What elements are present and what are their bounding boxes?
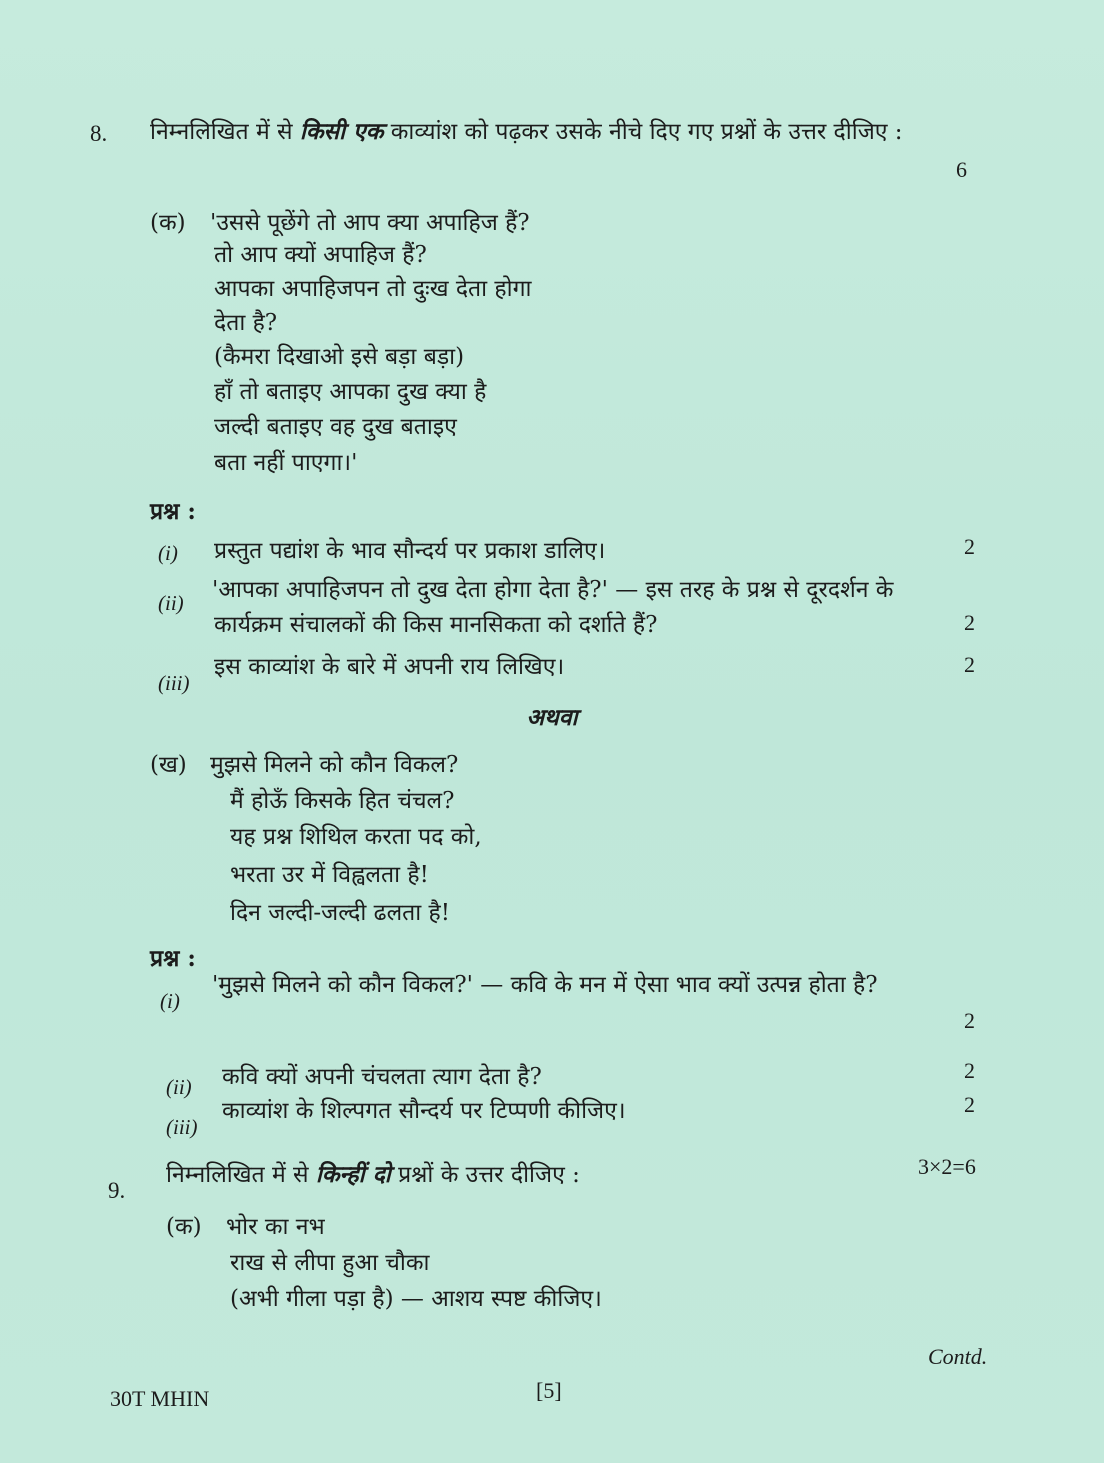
footer-paper-code: 30T MHIN — [110, 1386, 210, 1411]
q8b-i-marks: 2 — [964, 1008, 975, 1033]
q8b-line-1: मुझसे मिलने को कौन विकल? — [210, 752, 459, 778]
q8b-line-2: मैं होऊँ किसके हित चंचल? — [230, 788, 455, 814]
question-9-marks: 3×2=6 — [918, 1154, 976, 1179]
q8b-iii-marks: 2 — [964, 1092, 975, 1117]
or-divider: अथवा — [526, 704, 578, 731]
footer-contd: Contd. — [928, 1344, 988, 1369]
q9a-line-1: भोर का नभ — [226, 1214, 325, 1240]
q9-intro-after: प्रश्नों के उत्तर दीजिए : — [390, 1162, 580, 1188]
q8b-line-4: भरता उर में विह्वलता है! — [230, 862, 429, 888]
q8b-line-5: दिन जल्दी-जल्दी ढलता है! — [230, 900, 451, 926]
q8a-label: (क) — [150, 210, 186, 236]
q8b-i-num: (i) — [160, 989, 180, 1013]
q8a-line-8: बता नहीं पाएगा।' — [214, 450, 358, 476]
q8b-iii-num: (iii) — [166, 1115, 198, 1139]
question-8-number: 8. — [90, 121, 108, 146]
q9-intro-emphasis: किन्हीं दो — [315, 1161, 391, 1188]
q8a-i-num: (i) — [158, 541, 178, 565]
q8a-ii-text-2: कार्यक्रम संचालकों की किस मानसिकता को दर्शाते हैं? — [214, 612, 658, 638]
q8a-prashn-heading: प्रश्न : — [150, 498, 196, 525]
q8b-ii-marks: 2 — [964, 1058, 975, 1083]
q8b-iii-text: काव्यांश के शिल्पगत सौन्दर्य पर टिप्पणी कीजिए। — [222, 1098, 626, 1124]
question-9-number: 9. — [108, 1178, 126, 1203]
q9a-label: (क) — [166, 1214, 202, 1240]
q8-intro-after: काव्यांश को पढ़कर उसके नीचे दिए गए प्रश्नों के उत्तर दीजिए : — [383, 119, 903, 145]
q8a-line-6: हाँ तो बताइए आपका दुख क्या है — [214, 379, 487, 405]
q9a-line-3: (अभी गीला पड़ा है) — आशय स्पष्ट कीजिए। — [230, 1286, 602, 1312]
q8b-ii-text: कवि क्यों अपनी चंचलता त्याग देता है? — [222, 1064, 542, 1090]
q8b-i-text: 'मुझसे मिलने को कौन विकल?' — कवि के मन में ऐसा भाव क्यों उत्पन्न होता है? — [212, 972, 878, 998]
q8a-line-2: तो आप क्यों अपाहिज हैं? — [214, 242, 427, 268]
q9-intro-before: निम्नलिखित में से — [166, 1162, 316, 1188]
q8a-i-marks: 2 — [964, 534, 975, 559]
q8a-ii-num: (ii) — [158, 591, 184, 615]
q8a-ii-marks: 2 — [964, 610, 975, 635]
q8a-line-5: (कैमरा दिखाओ इसे बड़ा बड़ा) — [214, 344, 465, 370]
q8-intro-emphasis: किसी एक — [299, 118, 384, 145]
q8a-i-text: प्रस्तुत पद्यांश के भाव सौन्दर्य पर प्रकाश डालिए। — [214, 538, 606, 564]
question-8-intro — [150, 117, 903, 147]
q8a-line-4: देता है? — [214, 310, 278, 336]
q8a-iii-num: (iii) — [158, 671, 190, 695]
q8b-prashn-heading: प्रश्न : — [150, 945, 196, 972]
q8-intro-before: निम्नलिखित में से — [150, 119, 300, 145]
question-8-marks: 6 — [956, 157, 967, 182]
question-9-intro — [166, 1160, 580, 1190]
q9a-line-2: राख से लीपा हुआ चौका — [230, 1250, 430, 1276]
q8b-label: (ख) — [150, 752, 187, 778]
q8b-ii-num: (ii) — [166, 1075, 192, 1099]
q8a-iii-marks: 2 — [964, 652, 975, 677]
q8b-line-3: यह प्रश्न शिथिल करता पद को, — [230, 824, 482, 850]
q8a-line-3: आपका अपाहिजपन तो दुःख देता होगा — [214, 276, 532, 302]
q8a-ii-text: 'आपका अपाहिजपन तो दुख देता होगा देता है?' — इस तरह के प्रश्न से दूरदर्शन के — [212, 577, 894, 603]
q8a-line-7: जल्दी बताइए वह दुख बताइए — [214, 414, 457, 440]
q8a-iii-text: इस काव्यांश के बारे में अपनी राय लिखिए। — [214, 654, 565, 680]
footer-page-number: [5] — [536, 1378, 562, 1403]
q8a-line-1: 'उससे पूछेंगे तो आप क्या अपाहिज हैं? — [210, 210, 530, 236]
